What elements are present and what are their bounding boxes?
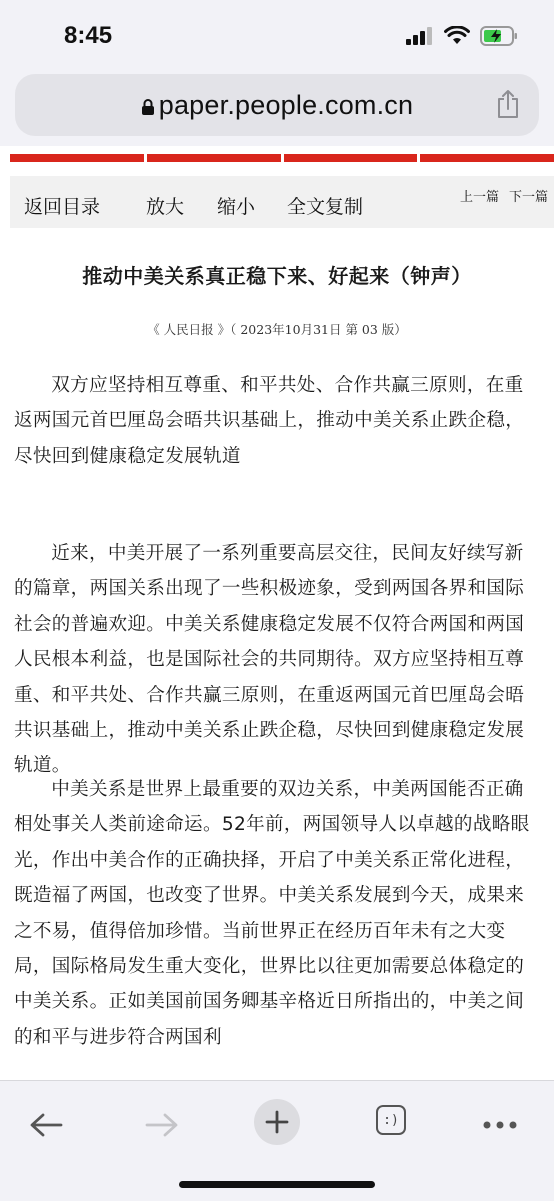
- tabs-button[interactable]: :): [376, 1105, 406, 1135]
- wifi-icon: [444, 26, 470, 46]
- address-bar[interactable]: [15, 74, 539, 136]
- status-time: 8:45: [64, 22, 113, 49]
- status-icons: [406, 26, 518, 46]
- plus-icon: [265, 1110, 289, 1134]
- battery-icon: [480, 26, 518, 46]
- zoom-in-link[interactable]: 放大: [146, 196, 185, 218]
- next-article-link[interactable]: 下一篇: [509, 190, 549, 205]
- article-lede: 双方应坚持相互尊重、和平共处、合作共赢三原则，在重返两国元首巴厘岛会晤共识基础上，推动中美关系止跌企稳，尽快回到健康稳定发展轨道: [14, 375, 525, 467]
- zoom-out-link[interactable]: 缩小: [217, 196, 256, 218]
- copy-all-link[interactable]: 全文复制: [287, 196, 364, 218]
- url-text: paper.people.com.cn: [158, 90, 414, 120]
- lock-icon: [141, 99, 155, 115]
- article-source: 《 人民日报 》（ 2023年10月31日 第 03 版）: [147, 322, 407, 337]
- forward-arrow-icon[interactable]: [140, 1103, 184, 1147]
- article-nav: [10, 176, 554, 228]
- article-paragraph: 近来，中美开展了一系列重要高层交往，民间友好续写新的篇章，两国关系出现了一些积极迹象，受到两国各界和国际社会的普遍欢迎。中美关系健康稳定发展不仅符合两国和两国人民根本利益，也是国际社会的共同期待。双方应坚持相互尊重、和平共处、合作共赢三原则，在重返两国元首巴厘岛会晤共识基础上，推动中美关系止跌企稳，尽快回到健康稳定发展轨道。: [14, 543, 525, 777]
- home-indicator: [179, 1181, 375, 1188]
- new-tab-button[interactable]: [254, 1099, 300, 1145]
- article-paragraph: 中美关系是世界上最重要的双边关系，中美两国能否正确相处事关人类前途命运。52年前，两国领导人以卓越的战略眼光，作出中美合作的正确抉择，开启了中美关系正常化进程，既造福了两国，也改变了世界。中美关系发展到今天，成果来之不易，值得倍加珍惜。当前世界正在经历百年未有之大变局，国际格局发生重大变化，世界比以往更加需要总体稳定的中美关系。正如美国前国务卿基辛格近日所指出的，中美之间的和平与进步符合两国利: [14, 779, 530, 1048]
- share-icon[interactable]: [495, 89, 521, 119]
- web-page: [0, 146, 554, 1080]
- header-red-bars: [10, 154, 554, 162]
- signal-icon: [406, 27, 434, 45]
- url-display[interactable]: [15, 90, 539, 121]
- article-title: 推动中美关系真正稳下来、好起来（钟声）: [82, 264, 472, 288]
- back-arrow-icon[interactable]: [24, 1103, 68, 1147]
- back-to-list-link[interactable]: 返回目录: [24, 196, 101, 218]
- more-dots-icon[interactable]: [478, 1103, 522, 1147]
- status-bar: [0, 0, 554, 66]
- prev-article-link[interactable]: 上一篇: [460, 190, 500, 205]
